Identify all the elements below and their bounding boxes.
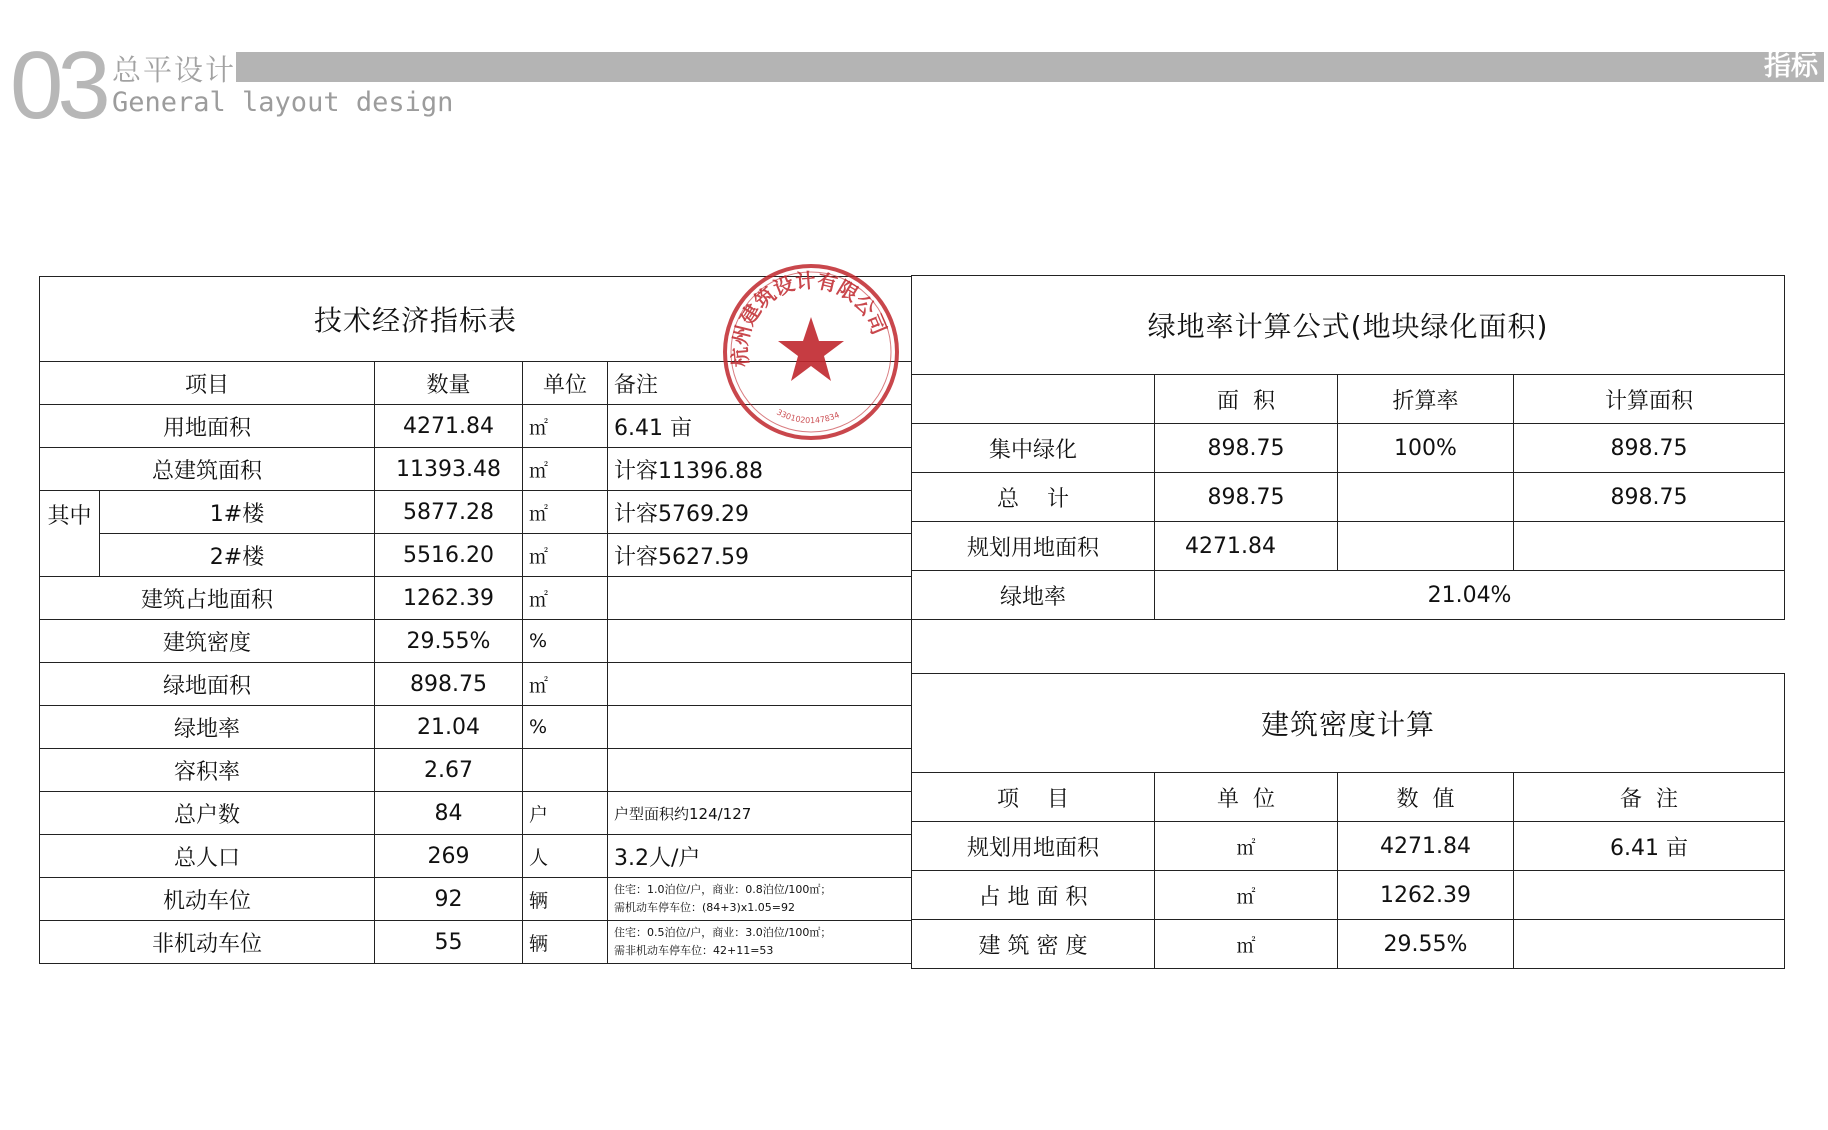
green-rate-table [911, 275, 1785, 620]
section-title-cn: 总平设计 [112, 53, 237, 87]
table-row [40, 577, 912, 620]
cell-qty: 5516.20 [375, 534, 523, 577]
cell-value: 4271.84 [1338, 822, 1514, 871]
cell-item: 规划用地面积 [912, 822, 1155, 871]
cell-unit: ㎡ [523, 663, 608, 706]
cell-item: 用地面积 [40, 405, 375, 448]
note-line: 需非机动车停车位：42+11=53 [614, 944, 774, 957]
cell-item: 1#楼 [100, 491, 375, 534]
cell-note [1514, 920, 1785, 969]
cell-calc: 898.75 [1514, 424, 1785, 473]
cell-item: 总人口 [40, 835, 375, 878]
cell-qty: 898.75 [375, 663, 523, 706]
cell-unit: ㎡ [523, 491, 608, 534]
cell-rate: 100% [1338, 424, 1514, 473]
cell-unit: ㎡ [1155, 822, 1338, 871]
cell-rate [1338, 522, 1514, 571]
cell-qty: 29.55% [375, 620, 523, 663]
cell-unit [523, 749, 608, 792]
company-seal-stamp [720, 261, 902, 443]
table-title: 绿地率计算公式(地块绿化面积) [912, 276, 1785, 375]
cell-qty: 11393.48 [375, 448, 523, 491]
cell-item: 总建筑面积 [40, 448, 375, 491]
cell-qty: 55 [375, 921, 523, 964]
col-header-unit: 单 位 [1155, 773, 1338, 822]
seal-star-icon [778, 317, 844, 381]
cell-qty: 1262.39 [375, 577, 523, 620]
table-row [912, 571, 1785, 620]
cell-unit: 户 [523, 792, 608, 835]
col-header-calc: 计算面积 [1514, 375, 1785, 424]
table-header-row [912, 773, 1785, 822]
cell-item: 机动车位 [40, 878, 375, 921]
cell-area: 898.75 [1155, 424, 1338, 473]
cell-unit: 人 [523, 835, 608, 878]
table-row [912, 424, 1785, 473]
cell-qty: 2.67 [375, 749, 523, 792]
cell-unit: ㎡ [1155, 871, 1338, 920]
cell-item: 占 地 面 积 [912, 871, 1155, 920]
cell-item: 建筑密度 [40, 620, 375, 663]
seal-code: 3301020147834 [775, 407, 841, 426]
table-title: 建筑密度计算 [912, 674, 1785, 773]
cell-calc [1514, 522, 1785, 571]
note-line: 需机动车停车位：(84+3)x1.05=92 [614, 901, 796, 914]
cell-note: 计容11396.88 [608, 448, 912, 491]
note-line: 住宅：1.0泊位/户，商业：0.8泊位/100㎡； [614, 883, 832, 896]
table-row [912, 871, 1785, 920]
cell-qty: 269 [375, 835, 523, 878]
cell-note: 6.41 亩 [1514, 822, 1785, 871]
cell-item: 容积率 [40, 749, 375, 792]
cell-note: 6.41 亩 [608, 405, 912, 448]
cell-group: 其中 [40, 491, 100, 577]
table-row [40, 792, 912, 835]
cell-qty: 5877.28 [375, 491, 523, 534]
cell-qty: 4271.84 [375, 405, 523, 448]
cell-note [608, 749, 912, 792]
col-header-value: 数 值 [1338, 773, 1514, 822]
svg-text:3301020147834 [775, 408, 841, 426]
col-header-item: 项目 [40, 362, 375, 405]
cell-unit: 辆 [523, 878, 608, 921]
cell-note [1514, 871, 1785, 920]
col-header-label [912, 375, 1155, 424]
cell-label: 总 计 [912, 473, 1155, 522]
table-row [40, 663, 912, 706]
cell-note [608, 921, 912, 964]
table-row [40, 448, 912, 491]
cell-item: 总户数 [40, 792, 375, 835]
table-row [912, 920, 1785, 969]
cell-qty: 21.04 [375, 706, 523, 749]
cell-rate [1338, 473, 1514, 522]
section-title-en: General layout design [112, 87, 454, 118]
table-row [912, 822, 1785, 871]
cell-item: 2#楼 [100, 534, 375, 577]
cell-label: 集中绿化 [912, 424, 1155, 473]
building-density-table [911, 673, 1785, 969]
cell-unit: ㎡ [523, 405, 608, 448]
cell-unit: ㎡ [523, 534, 608, 577]
note-line: 住宅：0.5泊位/户，商业：3.0泊位/100㎡； [614, 926, 832, 939]
table-row [912, 473, 1785, 522]
col-header-unit: 单位 [523, 362, 608, 405]
col-header-area: 面 积 [1155, 375, 1338, 424]
cell-unit: ㎡ [523, 577, 608, 620]
table-row [40, 921, 912, 964]
section-number: 03 [10, 32, 105, 139]
cell-unit: % [523, 706, 608, 749]
cell-qty: 92 [375, 878, 523, 921]
cell-item: 绿地面积 [40, 663, 375, 706]
cell-unit: 辆 [523, 921, 608, 964]
cell-note: 户型面积约124/127 [608, 792, 912, 835]
table-row [40, 878, 912, 921]
cell-area: 898.75 [1155, 473, 1338, 522]
cell-unit: % [523, 620, 608, 663]
cell-label: 规划用地面积 [912, 522, 1155, 571]
table-row [40, 706, 912, 749]
table-row [40, 491, 912, 534]
seal-text: 杭州建筑设计有限公司 [727, 268, 892, 368]
cell-label: 绿地率 [912, 571, 1155, 620]
cell-note [608, 577, 912, 620]
cell-note: 计容5769.29 [608, 491, 912, 534]
section-tag: 指标 [1764, 51, 1818, 82]
table-row [40, 749, 912, 792]
table-row [40, 534, 912, 577]
col-header-item: 项 目 [912, 773, 1155, 822]
cell-note [608, 620, 912, 663]
cell-unit: ㎡ [1155, 920, 1338, 969]
cell-qty: 84 [375, 792, 523, 835]
cell-calc: 898.75 [1514, 473, 1785, 522]
cell-note [608, 663, 912, 706]
cell-note [608, 878, 912, 921]
cell-area: 4271.84 [1155, 522, 1338, 571]
cell-note [608, 706, 912, 749]
cell-unit: ㎡ [523, 448, 608, 491]
table-header-row [912, 375, 1785, 424]
header-bar [236, 52, 1824, 82]
cell-green-rate: 21.04% [1155, 571, 1785, 620]
table-row [912, 522, 1785, 571]
cell-value: 29.55% [1338, 920, 1514, 969]
table-row [40, 620, 912, 663]
cell-item: 非机动车位 [40, 921, 375, 964]
col-header-qty: 数量 [375, 362, 523, 405]
col-header-note: 备注 [608, 362, 912, 405]
cell-item: 建筑占地面积 [40, 577, 375, 620]
cell-note: 计容5627.59 [608, 534, 912, 577]
table-row [40, 835, 912, 878]
col-header-rate: 折算率 [1338, 375, 1514, 424]
col-header-note: 备 注 [1514, 773, 1785, 822]
cell-value: 1262.39 [1338, 871, 1514, 920]
cell-item: 建 筑 密 度 [912, 920, 1155, 969]
cell-note: 3.2人/户 [608, 835, 912, 878]
cell-item: 绿地率 [40, 706, 375, 749]
table-title: 技术经济指标表 [40, 277, 912, 362]
